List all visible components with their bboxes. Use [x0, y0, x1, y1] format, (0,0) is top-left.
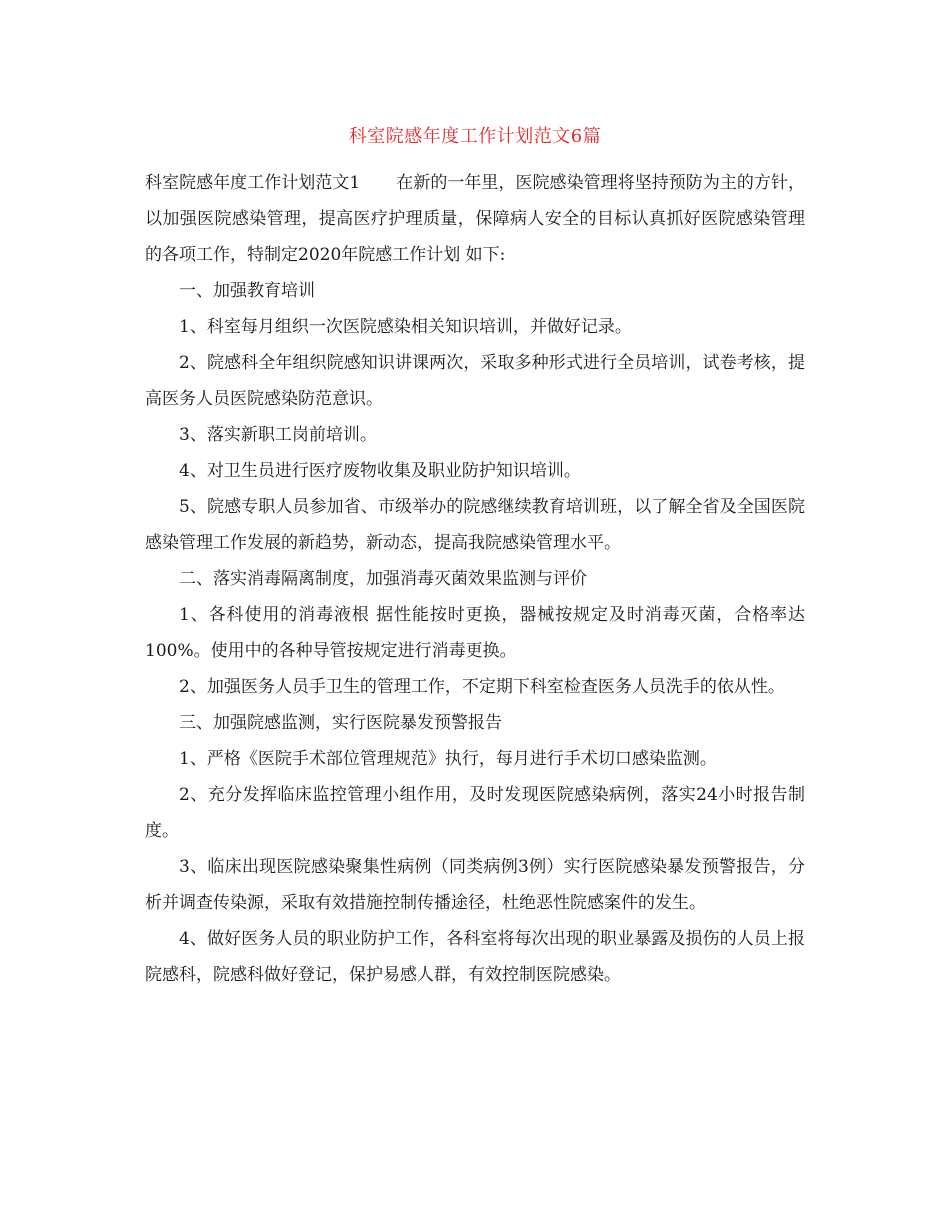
section-heading: 一、加强教育培训: [179, 281, 315, 301]
body-paragraph: 3、临床出现医院感染聚集性病例（同类病例3例）实行医院感染暴发预警报告，分析并调查传染源，采取有效措施控制传播途径，杜绝恶性院感案件的发生。: [145, 857, 805, 913]
body-paragraph: 1、科室每月组织一次医院感染相关知识培训，并做好记录。: [179, 317, 632, 337]
body-paragraph: 5、院感专职人员参加省、市级举办的院感继续教育培训班，以了解全省及全国医院感染管理工作发展的新趋势，新动态，提高我院感染管理水平。: [145, 497, 805, 553]
intro-paragraph: [145, 165, 805, 273]
body-paragraph: 1、各科使用的消毒液根 据性能按时更换，器械按规定及时消毒灭菌，合格率达100%。使用中的各种导管按规定进行消毒更换。: [145, 605, 805, 661]
intro-label: 科室院感年度工作计划范文1: [145, 173, 361, 193]
document-title: 科室院感年度工作计划范文6篇: [348, 126, 602, 147]
body-paragraph: 4、做好医务人员的职业防护工作，各科室将每次出现的职业暴露及损伤的人员上报院感科，院感科做好登记，保护易感人群，有效控制医院感染。: [145, 929, 805, 985]
body-paragraph: 1、严格《医院手术部位管理规范》执行，每月进行手术切口感染监测。: [179, 749, 717, 769]
body-paragraph: 2、院感科全年组织院感知识讲课两次，采取多种形式进行全员培训，试卷考核，提高医务人员医院感染防范意识。: [145, 353, 805, 409]
body-paragraph: 2、充分发挥临床监控管理小组作用，及时发现医院感染病例，落实24小时报告制度。: [145, 785, 805, 841]
body-paragraph: 3、落实新职工岗前培训。: [179, 425, 377, 445]
body-paragraph: 2、加强医务人员手卫生的管理工作，不定期下科室检查医务人员洗手的依从性。: [179, 677, 785, 697]
section-heading: 二、落实消毒隔离制度，加强消毒灭菌效果监测与评价: [179, 569, 587, 589]
section-heading: 三、加强院感监测，实行医院暴发预警报告: [179, 713, 502, 733]
body-paragraph: 4、对卫生员进行医疗废物收集及职业防护知识培训。: [179, 461, 581, 481]
document-body: [145, 165, 805, 993]
intro-text: 在新的一年里，医院感染管理将坚持预防为主的方针，以加强医院感染管理，提高医疗护理质量，保障病人安全的目标认真抓好医院感染管理的各项工作，特制定2020年院感工作计划 如下:: [145, 173, 805, 265]
